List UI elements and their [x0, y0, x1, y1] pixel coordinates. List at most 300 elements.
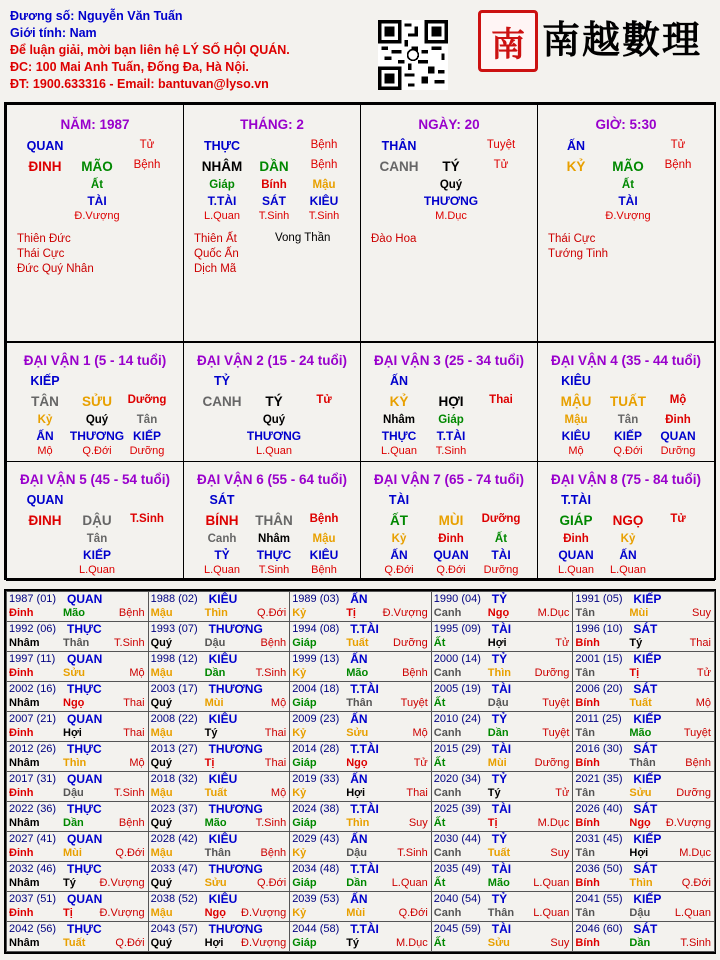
year-god: KIÊU — [208, 832, 238, 846]
year-stem: Ất — [433, 937, 446, 949]
year-cell — [148, 651, 291, 682]
year-god: THƯƠNG — [208, 862, 263, 876]
year-label: 2025 (39) — [433, 803, 481, 815]
year-god: THỰC — [67, 922, 102, 936]
hidden-stem: Ất — [90, 179, 104, 191]
year-cell — [289, 921, 432, 952]
year-stem: Bính — [575, 877, 600, 889]
year-label: 2035 (49) — [433, 863, 481, 875]
pillar-cell — [183, 104, 361, 342]
year-cell — [289, 861, 432, 892]
header-line: ĐC: 100 Mai Anh Tuấn, Đống Đa, Hà Nội. — [10, 60, 249, 74]
seal-stamp: 南 — [478, 10, 538, 72]
year-cell — [6, 801, 149, 832]
dai-van-stem: BÍNH — [205, 513, 239, 528]
dai-van-hidden-stage: Mộ — [568, 445, 584, 457]
year-stem: Mậu — [150, 907, 173, 919]
year-stem: Kỷ — [292, 727, 307, 739]
year-cell — [148, 741, 291, 772]
year-stage: Tuyệt — [542, 727, 570, 739]
year-stem: Nhâm — [9, 817, 40, 829]
dai-van-hidden-god: KIÊU — [561, 429, 591, 443]
year-branch: Sửu — [346, 727, 369, 739]
dai-van-branch: NGỌ — [612, 513, 644, 528]
year-cell — [289, 891, 432, 922]
pillar-stem: KỶ — [566, 159, 586, 174]
dai-van-cell — [6, 342, 184, 462]
year-cell — [148, 891, 291, 922]
year-stage: Thai — [123, 727, 145, 739]
year-cell — [148, 711, 291, 742]
year-god: KIÊU — [208, 712, 238, 726]
year-cell — [6, 651, 149, 682]
hidden-stage: Đ.Vượng — [605, 210, 651, 222]
dai-van-stem: CANH — [202, 394, 242, 409]
year-stage: Mộ — [129, 667, 145, 679]
dai-van-branch: THÂN — [255, 513, 293, 528]
year-branch: Tị — [346, 607, 356, 619]
year-label: 2002 (16) — [9, 683, 57, 695]
year-branch: Thìn — [629, 877, 653, 889]
year-stage: Tuyệt — [542, 697, 570, 709]
dai-van-stem: KỶ — [389, 394, 409, 409]
dai-van-hidden-stem: Kỷ — [620, 533, 636, 545]
year-branch: Hợi — [487, 637, 507, 649]
year-god: QUAN — [67, 652, 103, 666]
year-label: 2037 (51) — [9, 893, 57, 905]
hidden-god: THƯƠNG — [423, 194, 479, 208]
dai-van-hidden-stem: Quý — [85, 414, 109, 426]
year-stem: Canh — [433, 787, 462, 799]
year-cell — [148, 831, 291, 862]
dai-van-cell — [537, 461, 715, 581]
year-branch: Tị — [487, 817, 498, 829]
year-label: 1991 (05) — [575, 593, 623, 605]
year-branch: Hợi — [346, 787, 366, 799]
year-stage: Thai — [264, 757, 287, 769]
year-stage: Đ.Vượng — [241, 937, 287, 949]
year-stage: Bệnh — [260, 637, 287, 649]
year-cell — [431, 621, 574, 652]
year-stem: Mậu — [150, 667, 173, 679]
year-label: 1998 (12) — [150, 653, 198, 665]
header-line: Giới tính: Nam — [10, 26, 97, 40]
year-stage: L.Quan — [391, 877, 428, 889]
dai-van-hidden-stem: Đinh — [665, 414, 691, 426]
year-stage: Dưỡng — [676, 787, 711, 799]
year-stem: Ất — [433, 637, 446, 649]
year-cell — [6, 861, 149, 892]
year-god: THỰC — [67, 862, 102, 876]
dai-van-hidden-god: THƯƠNG — [69, 429, 125, 443]
year-label: 2003 (17) — [150, 683, 198, 695]
year-label: 2036 (50) — [575, 863, 623, 875]
year-cell — [431, 891, 574, 922]
hidden-stem: Bính — [261, 179, 287, 191]
year-cell — [431, 861, 574, 892]
year-god: T.TÀI — [350, 802, 379, 816]
dai-van-hidden-stage: Q.Đới — [384, 564, 414, 576]
year-god: TỶ — [491, 652, 508, 666]
year-god: THỰC — [67, 622, 102, 636]
pillar-god: ẤN — [566, 139, 586, 153]
dai-van-hidden-stem: Giáp — [438, 414, 464, 426]
hidden-god: T.TÀI — [207, 194, 237, 208]
year-branch: Tuất — [63, 937, 86, 949]
year-cell — [289, 681, 432, 712]
dai-van-hidden-stem: Nhâm — [258, 533, 290, 545]
year-stem: Canh — [433, 907, 462, 919]
year-label: 2020 (34) — [433, 773, 481, 785]
year-stage: Dưỡng — [534, 667, 570, 679]
hidden-stem: Giáp — [209, 179, 235, 191]
year-stage: T.Sinh — [397, 847, 428, 859]
year-god: QUAN — [67, 832, 103, 846]
year-cell — [431, 921, 574, 952]
dai-van-hidden-stage: Q.Đới — [613, 445, 643, 457]
dai-van-hidden-stage: Mộ — [37, 445, 53, 457]
year-god: ẤN — [350, 712, 368, 726]
year-branch: Sửu — [629, 787, 652, 799]
year-god: TỶ — [491, 832, 508, 846]
year-stem: Bính — [575, 937, 600, 949]
year-stage: Q.Đới — [115, 847, 145, 859]
star-list — [371, 232, 416, 247]
year-cell — [289, 621, 432, 652]
dai-van-hidden-god: THỰC — [256, 548, 292, 562]
year-stage: Bệnh — [685, 757, 711, 769]
star-item: Dịch Mã — [194, 263, 237, 275]
year-label: 2006 (20) — [575, 683, 623, 695]
year-stem: Canh — [433, 727, 462, 739]
year-stem: Mậu — [150, 607, 173, 619]
year-stage: Mộ — [270, 697, 287, 709]
pillar-stage: Tuyệt — [486, 139, 516, 151]
year-cell — [431, 681, 574, 712]
dai-van-hidden-stage: T.Sinh — [258, 564, 290, 576]
year-god: QUAN — [67, 712, 103, 726]
year-branch: Ngọ — [346, 757, 368, 769]
year-stem: Đinh — [9, 787, 34, 799]
year-branch: Ngọ — [204, 907, 226, 919]
dai-van-hidden-stage: T.Sinh — [435, 445, 467, 457]
dai-van-hidden-stage: Dưỡng — [483, 564, 519, 576]
pillar-branch: MÃO — [612, 159, 644, 174]
year-stem: Giáp — [292, 877, 317, 889]
dai-van-title: ĐẠI VẬN 3 (25 - 34 tuổi) — [373, 353, 525, 368]
year-cell — [289, 741, 432, 772]
dai-van-hidden-god: ẤN — [390, 548, 408, 562]
hidden-god: TÀI — [87, 194, 107, 208]
pillar-cell — [6, 104, 184, 342]
year-label: 2027 (41) — [9, 833, 57, 845]
year-stem: Kỷ — [292, 667, 307, 679]
year-cell — [572, 711, 715, 742]
year-label: 2007 (21) — [9, 713, 57, 725]
year-god: QUAN — [67, 592, 103, 606]
year-label: 2026 (40) — [575, 803, 623, 815]
dai-van-hidden-stem: Kỷ — [37, 414, 53, 426]
chart-header — [10, 8, 380, 93]
year-stem: Đinh — [9, 727, 34, 739]
year-stage: Q.Đới — [256, 877, 287, 889]
year-branch: Dần — [63, 817, 84, 829]
dai-van-stage: Tử — [316, 394, 332, 406]
dai-van-hidden-stem: Quý — [262, 414, 286, 426]
year-stage: Suy — [408, 817, 428, 829]
year-label: 2013 (27) — [150, 743, 198, 755]
year-god: THỰC — [67, 742, 102, 756]
year-branch: Dậu — [204, 637, 226, 649]
year-stem: Quý — [150, 937, 172, 949]
dai-van-branch: HỢI — [438, 394, 464, 409]
dai-van-branch: TÝ — [265, 394, 283, 409]
year-stem: Ất — [433, 817, 446, 829]
year-stem: Quý — [150, 637, 172, 649]
year-branch: Tý — [629, 637, 643, 649]
hidden-god: KIÊU — [309, 194, 339, 208]
year-god: TÀI — [491, 802, 512, 816]
pillar-stem: ĐINH — [28, 159, 62, 174]
hidden-stem: Quý — [439, 179, 463, 191]
dai-van-hidden-stem: Ất — [494, 533, 508, 545]
dai-van-stem: ĐINH — [28, 513, 62, 528]
year-stage: Mộ — [412, 727, 428, 739]
year-stem: Quý — [150, 757, 172, 769]
star-list — [17, 232, 94, 277]
year-cell — [572, 861, 715, 892]
year-cell — [148, 801, 291, 832]
dai-van-cell — [183, 461, 361, 581]
dai-van-god: TÀI — [388, 493, 410, 507]
pillar-branch: MÃO — [81, 159, 113, 174]
year-stage: Tử — [413, 757, 428, 769]
year-label: 1995 (09) — [433, 623, 481, 635]
year-branch: Tuất — [629, 697, 652, 709]
year-cell — [431, 741, 574, 772]
pillar-stage: Bệnh — [310, 139, 338, 151]
year-label: 2021 (35) — [575, 773, 623, 785]
year-label: 2034 (48) — [292, 863, 340, 875]
year-god: KIẾP — [633, 892, 662, 906]
year-stem: Mậu — [150, 727, 173, 739]
year-god: KIẾP — [633, 592, 662, 606]
year-stage: T.Sinh — [114, 637, 145, 649]
year-label: 2005 (19) — [433, 683, 481, 695]
year-label: 2001 (15) — [575, 653, 623, 665]
pillar-stem: CANH — [379, 159, 419, 174]
year-cell — [431, 801, 574, 832]
year-cell — [289, 591, 432, 622]
year-branch: Mão — [63, 607, 85, 619]
year-label: 1993 (07) — [150, 623, 198, 635]
year-stem: Đinh — [9, 907, 34, 919]
year-cell — [148, 861, 291, 892]
year-god: TÀI — [491, 922, 512, 936]
year-cell — [289, 771, 432, 802]
year-stage: Thai — [406, 787, 428, 799]
dai-van-hidden-god: T.TÀI — [436, 429, 466, 443]
star-list — [548, 232, 608, 262]
four-pillars-chart — [4, 102, 716, 580]
year-stage: Mộ — [270, 787, 287, 799]
year-cell — [148, 921, 291, 952]
dai-van-branch: DẬU — [82, 513, 112, 528]
year-branch: Tuất — [487, 847, 511, 859]
year-stage: Tuyệt — [400, 697, 428, 709]
year-label: 2004 (18) — [292, 683, 340, 695]
year-god: TÀI — [491, 862, 512, 876]
year-stage: Dưỡng — [534, 757, 570, 769]
dai-van-hidden-stem: Canh — [207, 533, 237, 545]
year-stage: Đ.Vượng — [382, 607, 428, 619]
dai-van-hidden-god: QUAN — [558, 548, 594, 562]
pillar-god: THÂN — [381, 139, 417, 153]
year-label: 2030 (44) — [433, 833, 481, 845]
year-label: 1994 (08) — [292, 623, 340, 635]
year-stage: T.Sinh — [255, 667, 287, 679]
year-label: 1990 (04) — [433, 593, 481, 605]
year-stem: Bính — [575, 697, 600, 709]
dai-van-hidden-stem: Mậu — [312, 533, 336, 545]
year-god: T.TÀI — [350, 622, 379, 636]
year-god: T.TÀI — [350, 922, 379, 936]
dai-van-hidden-god: KIÊU — [309, 548, 339, 562]
year-branch: Dần — [629, 937, 651, 949]
year-god: THƯƠNG — [208, 742, 263, 756]
pillar-stage: Tử — [670, 139, 686, 151]
star-list — [194, 232, 239, 277]
year-stage: Mộ — [129, 757, 145, 769]
year-stem: Giáp — [292, 817, 317, 829]
year-cell — [6, 621, 149, 652]
dai-van-stage: Tử — [670, 513, 686, 525]
year-branch: Tuất — [346, 637, 369, 649]
year-label: 2018 (32) — [150, 773, 198, 785]
dai-van-stem: ẤT — [390, 513, 408, 528]
dai-van-title: ĐẠI VẬN 8 (75 - 84 tuổi) — [550, 472, 702, 487]
year-branch: Thìn — [63, 757, 87, 769]
year-cell — [6, 921, 149, 952]
year-cell — [148, 771, 291, 802]
year-god: TỶ — [491, 712, 508, 726]
year-god: SÁT — [633, 622, 658, 636]
dai-van-god: KIÊU — [561, 374, 591, 388]
year-god: KIẾP — [633, 652, 662, 666]
year-branch: Mùi — [487, 757, 507, 769]
year-label: 2045 (59) — [433, 923, 481, 935]
year-stem: Bính — [575, 817, 600, 829]
dai-van-title: ĐẠI VẬN 1 (5 - 14 tuổi) — [23, 353, 167, 368]
year-label: 1996 (10) — [575, 623, 623, 635]
dai-van-cell — [360, 461, 538, 581]
year-label: 1989 (03) — [292, 593, 340, 605]
dai-van-stage: Dưỡng — [481, 513, 521, 525]
dai-van-hidden-stem: Nhâm — [383, 414, 415, 426]
year-stage: Dưỡng — [393, 637, 428, 649]
dai-van-cell — [537, 342, 715, 462]
year-stage: Suy — [550, 847, 570, 859]
year-cell — [148, 681, 291, 712]
year-god: KIẾP — [633, 712, 662, 726]
header-line: Để luận giải, mời bạn liên hệ LÝ SỐ HỘI QUÁN. — [10, 43, 290, 57]
year-branch: Sửu — [63, 667, 86, 679]
year-branch: Tý — [346, 937, 360, 949]
hidden-god: SÁT — [262, 194, 286, 208]
year-cell — [6, 831, 149, 862]
year-cell — [431, 651, 574, 682]
year-stage: T.Sinh — [680, 937, 711, 949]
year-branch: Dậu — [346, 847, 367, 859]
year-branch: Tị — [63, 907, 73, 919]
year-god: QUAN — [67, 892, 103, 906]
year-stage: Đ.Vượng — [99, 877, 145, 889]
year-stage: Thai — [123, 697, 145, 709]
pillar-branch-stage: Tử — [493, 159, 509, 171]
year-stem: Bính — [575, 637, 600, 649]
year-label: 2038 (52) — [150, 893, 198, 905]
dai-van-hidden-god: TỶ — [214, 548, 230, 562]
dai-van-hidden-stage: Bệnh — [311, 564, 337, 576]
pillar-stem: NHÂM — [201, 159, 243, 174]
year-branch: Mão — [204, 817, 227, 829]
year-stem: Giáp — [292, 757, 317, 769]
dai-van-hidden-god: THƯƠNG — [246, 429, 302, 443]
year-stem: Canh — [433, 667, 462, 679]
dai-van-hidden-stage: Q.Đới — [436, 564, 466, 576]
year-cell — [289, 831, 432, 862]
year-stage: Đ.Vượng — [665, 817, 711, 829]
dai-van-stage: Bệnh — [309, 513, 339, 525]
year-branch: Sửu — [204, 877, 227, 889]
year-label: 2032 (46) — [9, 863, 57, 875]
dai-van-title: ĐẠI VẬN 7 (65 - 74 tuổi) — [373, 472, 525, 487]
year-stage: L.Quan — [674, 907, 711, 919]
year-branch: Thân — [629, 757, 656, 769]
dai-van-hidden-stem: Tân — [617, 414, 639, 426]
year-label: 1997 (11) — [9, 653, 56, 665]
year-god: ẤN — [350, 592, 368, 606]
year-label: 2033 (47) — [150, 863, 198, 875]
year-stem: Nhâm — [9, 697, 40, 709]
year-branch: Mùi — [63, 847, 82, 859]
dai-van-hidden-stem: Đinh — [563, 533, 589, 545]
year-branch: Ngọ — [487, 607, 510, 619]
year-stem: Tân — [575, 787, 595, 799]
year-stem: Ất — [433, 757, 446, 769]
year-god: KIẾP — [633, 832, 662, 846]
pillar-title: NĂM: 1987 — [60, 117, 130, 132]
year-label: 2015 (29) — [433, 743, 481, 755]
hidden-stem: Ất — [621, 179, 635, 191]
year-label: 1988 (02) — [150, 593, 198, 605]
star-item: Thái Cực — [548, 233, 596, 245]
dai-van-god: T.TÀI — [561, 493, 591, 507]
year-branch: Tý — [204, 727, 218, 739]
dai-van-hidden-stage: Dưỡng — [129, 445, 165, 457]
year-stage: Đ.Vượng — [241, 907, 287, 919]
year-god: QUAN — [67, 772, 103, 786]
year-stem: Giáp — [292, 637, 317, 649]
year-cell — [289, 651, 432, 682]
dai-van-title: ĐẠI VẬN 6 (55 - 64 tuổi) — [196, 472, 348, 487]
year-branch: Ngọ — [629, 817, 651, 829]
year-god: ẤN — [350, 772, 368, 786]
year-branch: Thân — [63, 637, 90, 649]
hidden-stage: M.Dục — [435, 210, 467, 222]
year-stem: Giáp — [292, 937, 317, 949]
year-stem: Bính — [575, 757, 600, 769]
